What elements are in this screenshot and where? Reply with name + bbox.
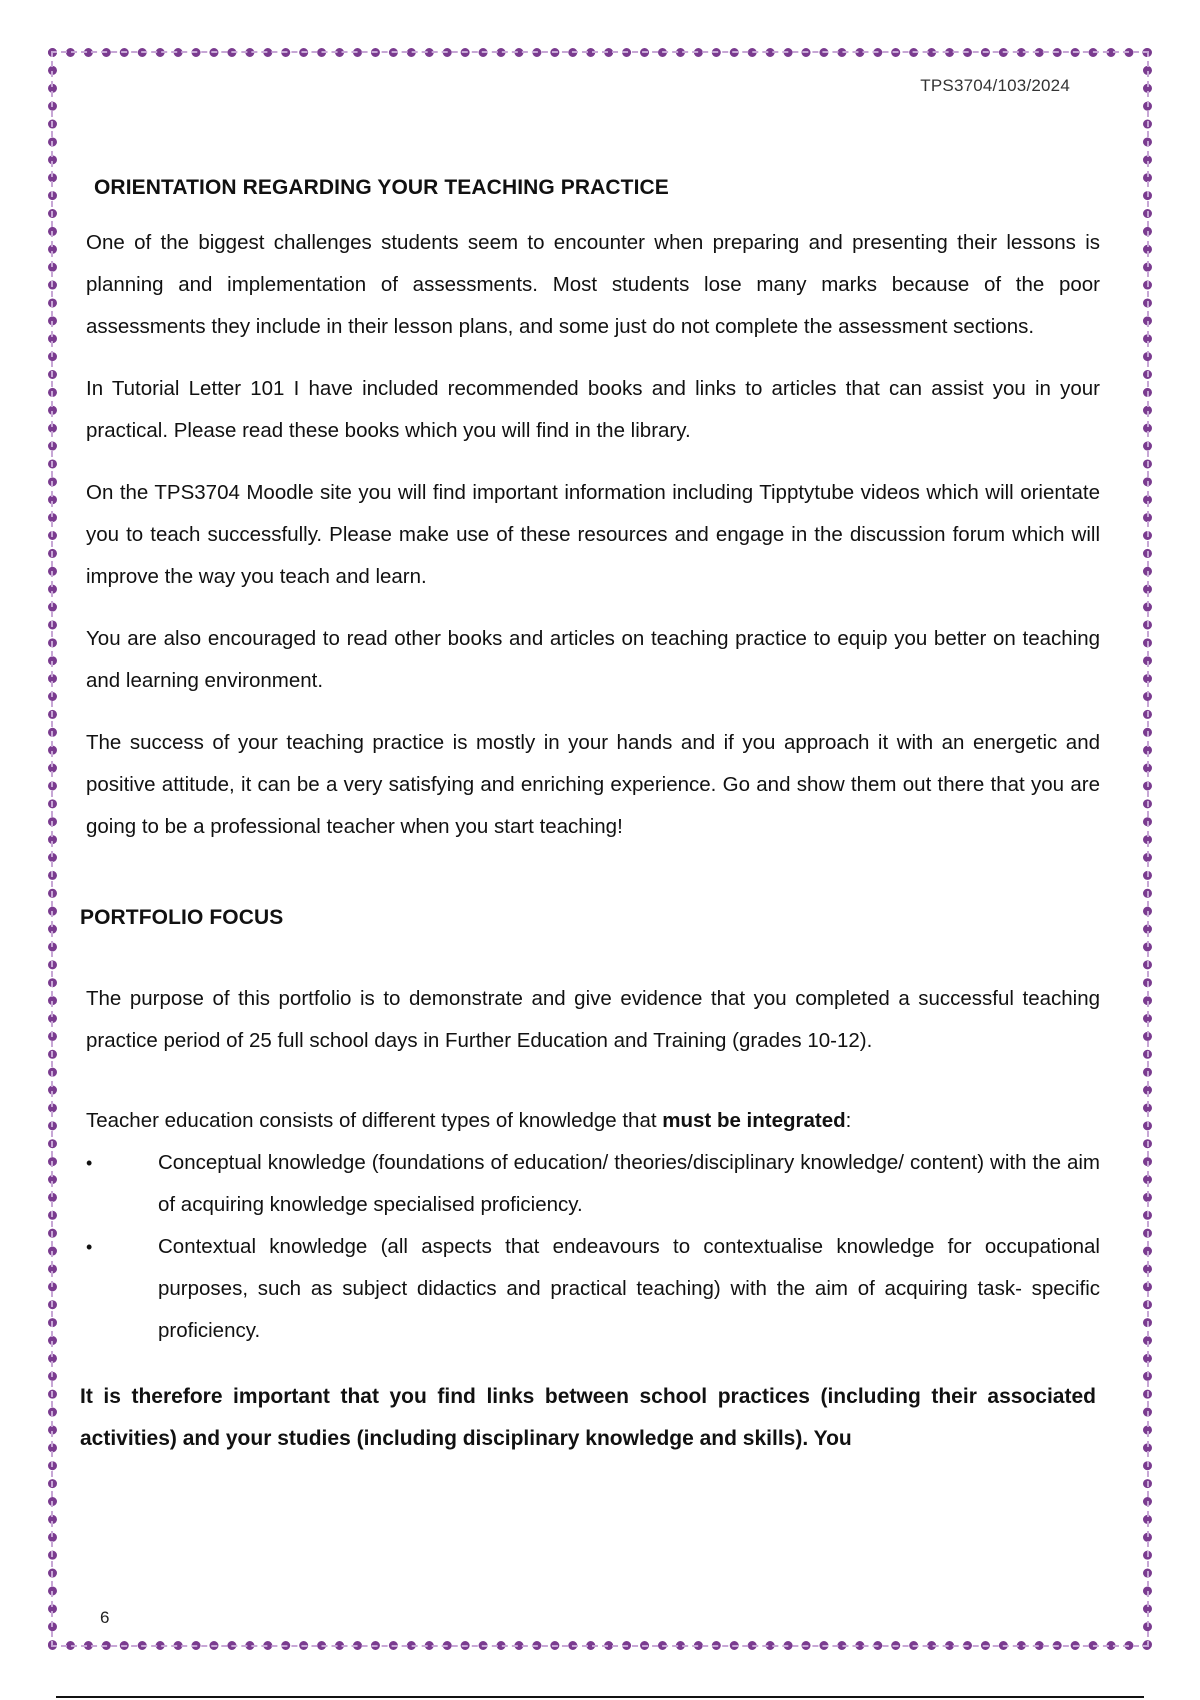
bullet-icon: • — [86, 1153, 93, 1173]
portfolio-purpose-paragraph: The purpose of this portfolio is to demonstrate and give evidence that you completed a successful teaching practice period of 25 full school days in Further Education and Training (grades 10-12). — [86, 987, 1100, 1052]
knowledge-intro-text: Teacher education consists of different types of knowledge that — [86, 1109, 663, 1132]
portfolio-heading: PORTFOLIO FOCUS — [80, 906, 284, 929]
list-item-text: Conceptual knowledge (foundations of education/ theories/disciplinary knowledge/ content) with the aim of acquiring knowledge specialised proficiency. — [158, 1151, 1100, 1216]
list-item-text: Contextual knowledge (all aspects that endeavours to contextualise knowledge for occupational purposes, such as subject didactics and practical teaching) with the aim of acquiring task- specific proficiency. — [158, 1235, 1100, 1342]
orientation-paragraph-2: In Tutorial Letter 101 I have included recommended books and links to articles that can assist you in your practical. Please read these books which you will find in the library. — [86, 377, 1100, 442]
page-content — [80, 176, 1100, 1480]
knowledge-intro-bold: must be integrated — [662, 1109, 846, 1132]
knowledge-intro — [86, 1100, 1100, 1142]
document-code: TPS3704/103/2024 — [920, 76, 1070, 95]
orientation-paragraph-1: One of the biggest challenges students seem to encounter when preparing and presenting their lessons is planning and implementation of assessments. Most students lose many marks because of the poor assessments they include in their lesson plans, and some just do not complete the assessment sections. — [86, 231, 1100, 338]
orientation-paragraph-5: The success of your teaching practice is mostly in your hands and if you approach it with an energetic and positive attitude, it can be a very satisfying and enriching experience. Go and show them out there that you are going to be a professional teacher when you start teaching! — [86, 731, 1100, 838]
page-number: 6 — [100, 1608, 110, 1627]
orientation-paragraph-4: You are also encouraged to read other books and articles on teaching practice to equip you better on teaching and learning environment. — [86, 627, 1100, 692]
orientation-paragraph-3: On the TPS3704 Moodle site you will find important information including Tipptytube videos which will orientate you to teach successfully. Please make use of these resources and engage in the discussion forum which will improve the way you teach and learn. — [86, 481, 1100, 588]
bullet-icon: • — [86, 1237, 93, 1257]
knowledge-types-list — [86, 1142, 1100, 1352]
list-item — [86, 1142, 1100, 1226]
footer-divider — [56, 1696, 1144, 1698]
list-item — [86, 1226, 1100, 1352]
knowledge-intro-colon: : — [845, 1109, 852, 1132]
orientation-heading: ORIENTATION REGARDING YOUR TEACHING PRACTICE — [94, 176, 669, 199]
emphasis-paragraph: It is therefore important that you find links between school practices (including their associated activities) and your studies (including disciplinary knowledge and skills). You — [80, 1385, 1096, 1450]
